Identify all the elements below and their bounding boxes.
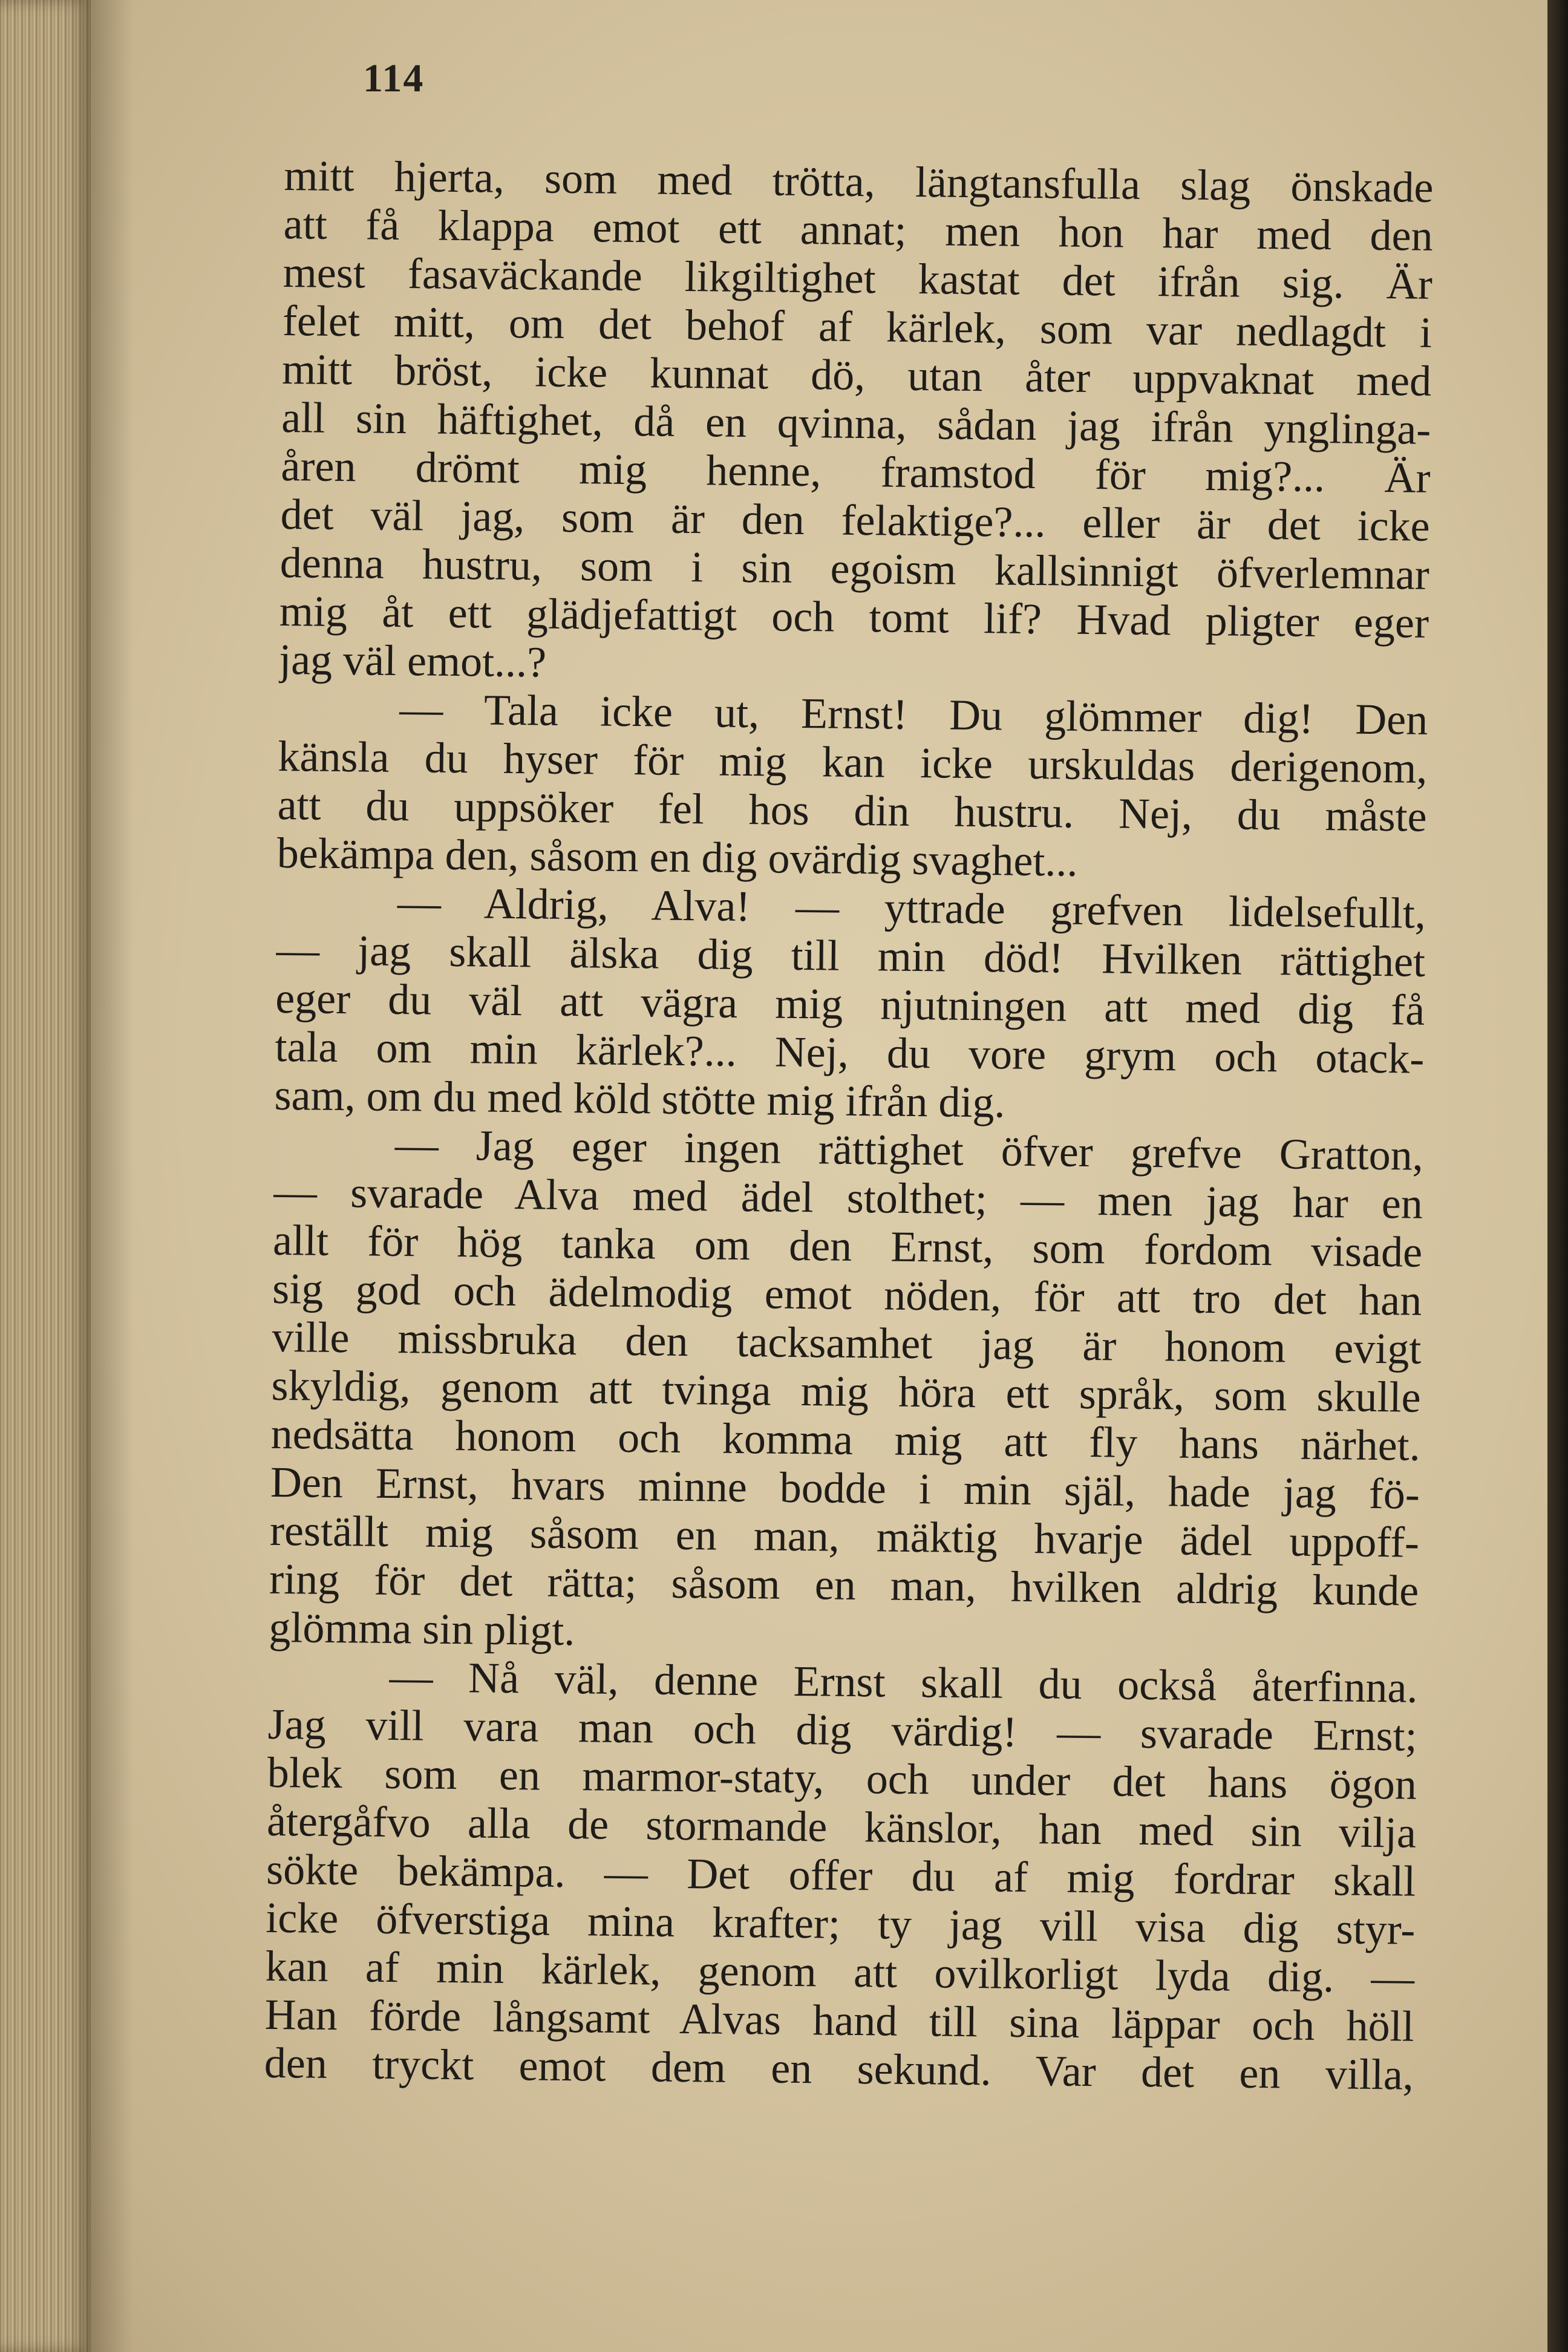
text-line: denna hustru, som i sin egoism kallsinnigt öfverlemnar xyxy=(279,538,1430,599)
text-line: — svarade Alva med ädel stolthet; — men jag har en xyxy=(273,1167,1423,1228)
text-line: Jag vill vara man och dig värdig! — svarade Ernst; xyxy=(267,1699,1418,1760)
text-line: — Nå väl, denne Ernst skall du också återfinna. xyxy=(389,1652,1418,1712)
text-line: mitt bröst, icke kunnat dö, utan åter uppvaknat med xyxy=(281,344,1432,405)
body-text xyxy=(264,151,1433,2099)
text-line: eger du väl att vägra mig njutningen att med dig få xyxy=(275,973,1425,1034)
text-line: återgåfvo alla de stormande känslor, han med sin vilja xyxy=(266,1796,1417,1857)
text-line: mig åt ett glädjefattigt och tomt lif? Hvad pligter eger xyxy=(279,586,1429,647)
text-line: Han förde långsamt Alvas hand till sina läppar och höll xyxy=(264,1990,1415,2051)
text-line: ring för det rätta; såsom en man, hvilken aldrig kunde xyxy=(269,1554,1419,1615)
text-line: mest fasaväckande likgiltighet kastat det ifrån sig. Är xyxy=(283,247,1433,309)
text-line: felet mitt, om det behof af kärlek, som var nedlagdt i xyxy=(282,296,1432,357)
text-line: nedsätta honom och komma mig att fly hans närhet. xyxy=(270,1409,1421,1470)
text-line: sökte bekämpa. — Det offer du af mig fordrar skall xyxy=(266,1844,1416,1906)
text-line: att få klappa emot ett annat; men hon har med den xyxy=(283,199,1434,260)
text-line: kan af min kärlek, genom att ovilkorligt lyda dig. — xyxy=(265,1941,1415,2002)
text-line: skyldig, genom att tvinga mig höra ett språk, som skulle xyxy=(271,1361,1421,1422)
gutter-shadow xyxy=(91,0,133,2352)
text-line: åren drömt mig henne, framstod för mig?... Är xyxy=(281,441,1431,502)
text-line: jag väl emot...? xyxy=(278,635,547,687)
text-line: den tryckt emot dem en sekund. Var det en villa, xyxy=(264,2038,1414,2099)
text-line: — Aldrig, Alva! — yttrade grefven lidelsefullt, xyxy=(397,878,1426,938)
text-line: mitt hjerta, som med trötta, längtansfulla slag önskade xyxy=(284,151,1434,212)
text-line: reställt mig såsom en man, mäktig hvarje ädel uppoff- xyxy=(269,1506,1420,1567)
page-edge-stack xyxy=(0,0,91,2352)
text-line: all sin häftighet, då en qvinna, sådan jag ifrån ynglinga- xyxy=(281,393,1431,454)
text-line: — jag skall älska dig till min död! Hvilken rättighet xyxy=(275,925,1426,986)
text-line: blek som en marmor-staty, och under det hans ögon xyxy=(267,1748,1417,1809)
text-line: sam, om du med köld stötte mig ifrån dig. xyxy=(274,1070,1005,1127)
text-line: ville missbruka den tacksamhet jag är honom evigt xyxy=(272,1312,1422,1373)
text-line: sig god och ädelmodig emot nöden, för att tro det han xyxy=(272,1264,1422,1325)
text-line: Den Ernst, hvars minne bodde i min själ, hade jag fö- xyxy=(270,1457,1420,1518)
text-line: det väl jag, som är den felaktige?... eller är det icke xyxy=(280,489,1431,550)
page-number: 114 xyxy=(363,56,425,100)
right-page-edge xyxy=(1547,0,1568,2352)
text-line: glömma sin pligt. xyxy=(269,1602,575,1655)
text-line: tala om min kärlek?... Nej, du vore grym och otack- xyxy=(275,1022,1425,1083)
text-line: — Jag eger ingen rättighet öfver grefve Gratton, xyxy=(394,1120,1424,1180)
text-line: — Tala icke ut, Ernst! Du glömmer dig! Den xyxy=(399,685,1428,744)
text-line: bekämpa den, såsom en dig ovärdig svaghet... xyxy=(276,828,1078,886)
text-line: känsla du hyser för mig kan icke urskuldas derigenom, xyxy=(278,731,1428,792)
text-line: icke öfverstiga mina krafter; ty jag vill visa dig styr- xyxy=(266,1893,1416,1954)
text-line: att du uppsöker fel hos din hustru. Nej, du måste xyxy=(277,780,1428,841)
text-line: allt för hög tanka om den Ernst, som fordom visade xyxy=(272,1215,1423,1276)
